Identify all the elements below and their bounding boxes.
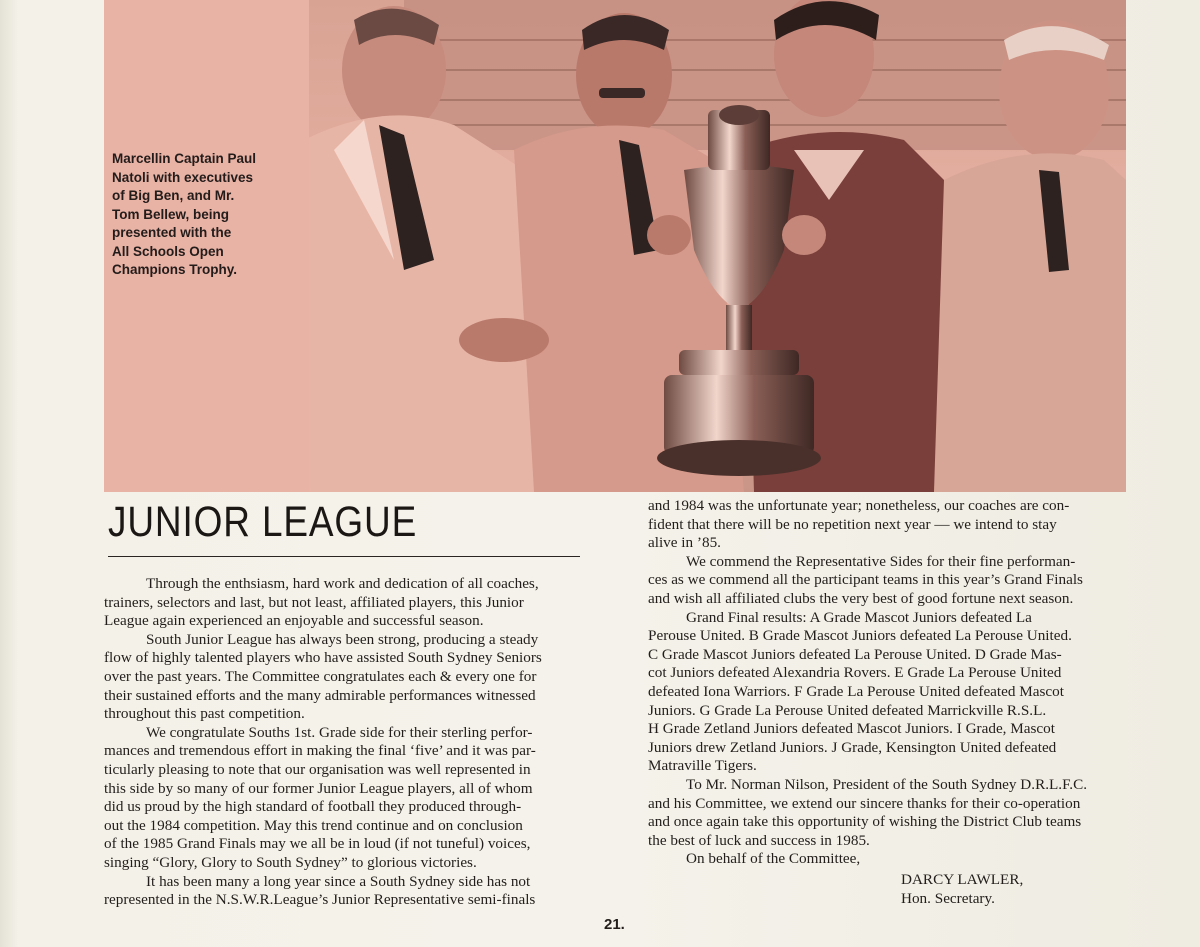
- paragraph: Through the enthsiasm, hard work and dedication of all coaches, trainers, selectors and last, but not least, affiliated players, this Junior League again experienced an enjoyable and successful season.: [104, 575, 539, 630]
- paragraph: On behalf of the Committee,: [686, 850, 861, 868]
- paragraph: It has been many a long year since a South Sydney side has not represented in the N.S.W.R.League’s Junior Representative semi-finals: [104, 872, 536, 909]
- paragraph: South Junior League has always been strong, producing a steady flow of highly talented players who have assisted South Sydney Seniors over the past years. The Committee congratulates each & every one for their sustained efforts and the many admirable performances witnessed throughout this past competition.: [104, 630, 542, 723]
- photo-caption: Marcellin Captain Paul Natoli with executives of Big Ben, and Mr. Tom Bellew, being presented with the All Schools Open Champions Trophy.: [112, 151, 257, 277]
- paragraph: We congratulate Souths 1st. Grade side for their sterling perfor- mances and tremendous effort in making the final ‘five’ and it was par- ticularly pleasing to note that our organisation was well represented in this side by so many of our former Junior League players, all of whom did us proud by the high standard of football they produced through- out the 1984 competition. May this trend continue and on conclusion of the 1985 Grand Finals may we all be in loud (if not tuneful) voices, singing “Glory, Glory to South Sydney” to glorious victories.: [104, 723, 536, 871]
- paragraph: and 1984 was the unfortunate year; nonetheless, our coaches are con- fident that there will be no repetition next year — we intend to stay alive in ’85.: [648, 497, 1070, 552]
- article-title: JUNIOR LEAGUE: [108, 498, 418, 546]
- paragraph: Grand Final results: A Grade Mascot Juniors defeated La Perouse United. B Grade Mascot Juniors defeated La Perouse United. C Grade Mascot Juniors defeated La Perouse United. D Grade Mas- cot Juniors defeated Alexandria Rovers. E Grade La Perouse United defeated Iona Warriors. F Grade La Perouse United defeated Mascot Juniors. G Grade La Perouse United defeated Marrickville R.S.L. H Grade Zetland Juniors defeated Mascot Juniors. I Grade, Mascot Juniors drew Zetland Juniors. J Grade, Kensington United defeated Matraville Tigers.: [648, 608, 1072, 775]
- left-column: [104, 575, 584, 910]
- paragraph: To Mr. Norman Nilson, President of the South Sydney D.R.L.F.C. and his Committee, we extend our sincere thanks for their co-operation and once again take this opportunity of wishing the District Club teams the best of luck and success in 1985.: [648, 775, 1088, 849]
- right-column: [648, 497, 1128, 869]
- paragraph: We commend the Representative Sides for their fine performan- ces as we commend all the participant teams in this year’s Grand Finals and wish all affiliated clubs the very best of good fortune next season.: [648, 552, 1083, 607]
- trophy-presentation-photo: [104, 0, 1126, 492]
- signature-block: DARCY LAWLER, Hon. Secretary.: [901, 871, 1024, 907]
- page-number: 21.: [604, 916, 625, 933]
- title-underline: [108, 556, 580, 557]
